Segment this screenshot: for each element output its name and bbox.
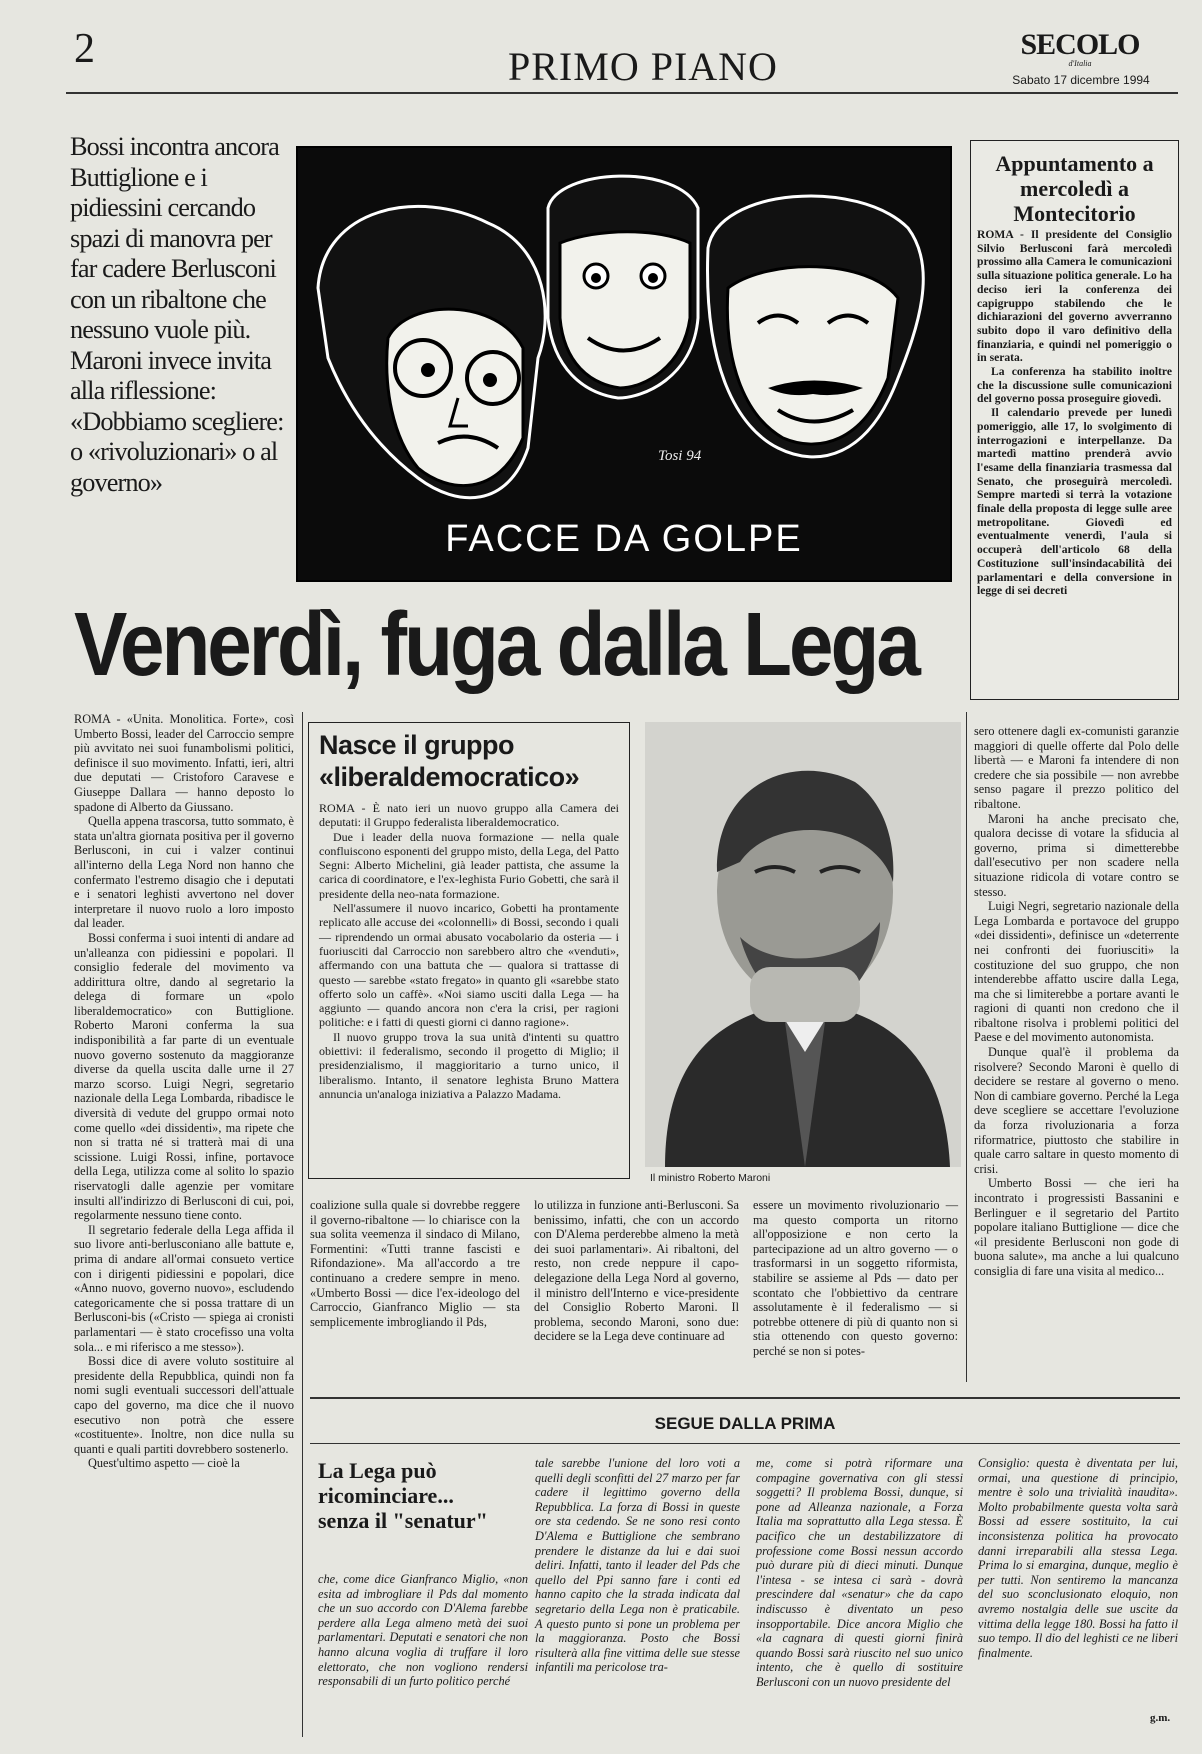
caricature-face-left (318, 206, 545, 497)
article-paragraph: Umberto Bossi — che ieri ha incontrato i progressisti Bassanini e Berlinguer e il segretario del Partito popolare italiano Buttiglione — dice che «il presidente Berlusconi non gode di buona salute», ma anche a lui qualcuno consiglia di fare una visita al medico... (974, 1176, 1179, 1278)
segue-column-2 (535, 1456, 740, 1675)
boxed-article-paragraph: Due i leader della nuova formazione — nella quale confluiscono esponenti del gruppo misto, della Lega, del Patto Segni: Alberto Michelini, già leader pattista, che assume la carica di coordinatore, e l'ex-leghista Furio Gobetti, che sarà il presidente della neo-nata formazione. (319, 829, 619, 901)
sidebar-paragraph: ROMA - Il presidente del Consiglio Silvio Berlusconi farà mercoledì prossimo alla Camera le comunicazioni sulla situazione politica generale. Lo ha deciso ieri la conferenza dei capigruppo stabilendo che le dichiarazioni del governo avverranno subito dopo il varo definitivo della finanziaria, e quindi nel pomeriggio o in serata. (977, 228, 1172, 365)
article-paragraph: Maroni ha anche precisato che, qualora decisse di votare la sfiducia al governo, prima si dimetterebbe dall'esecutivo per non scadere nella situazione ridicola di votare contro se stesso. (974, 811, 1179, 899)
article-paragraph: Bossi dice di avere voluto sostituire al presidente della Repubblica, quindi non fa nomi sugli eventuali successori dell'attuale capo del governo, ma dice che il nuovo esecutivo non potrà che essere «costituente». Inoltre, non dice nulla su quanti e quali partiti dovrebbero sostenerlo. (74, 1354, 294, 1456)
article-column-3 (534, 1198, 739, 1344)
boxed-article-paragraph: ROMA - È nato ieri un nuovo gruppo alla Camera dei deputati: il Gruppo federalista liberaldemocratico. (319, 801, 619, 830)
segue-column-3 (756, 1456, 963, 1690)
segue-banner-rule (310, 1443, 1180, 1444)
section-title: PRIMO PIANO (508, 44, 778, 89)
segue-paragraph: che, come dice Gianfranco Miglio, «non esita ad imbrogliare il Pds dal momento che un suo accordo con D'Alema farebbe perdere alla Lega almeno metà dei suoi parlamentari. Deputati e senatori che non hanno alcuna voglia di truffare il loro elettorato, che non vogliono rendersi responsabili di un furto politico perché (318, 1572, 528, 1689)
photo-maroni (645, 722, 961, 1167)
cartoon-signature: Tosi 94 (658, 448, 702, 464)
segue-column-1 (318, 1572, 528, 1689)
cartoon-frame (296, 146, 952, 582)
page-number: 2 (74, 26, 95, 72)
segue-top-rule (310, 1397, 1180, 1399)
issue-date: Sabato 17 dicembre 1994 (1012, 73, 1150, 87)
article-column-right (974, 724, 1179, 1279)
article-column-1 (74, 712, 294, 1471)
article-paragraph: Il segretario federale della Lega affida il suo livore anti-berlusconiano alle battute e, prima di andare all'ormai consueto vertice con i dirigenti pidiessini e popolari, dice «Anno nuovo, governo nuovo», escludendo categoricamente che si possa trattare di un Berlusconi-bis («Cristo — spiega ai cronisti parlamentari — è stato crocefisso una volta sola... e mi riferisco a me stesso»). (74, 1222, 294, 1354)
article-column-4 (753, 1198, 958, 1359)
caricature-face-right (708, 196, 924, 457)
segue-title-line: La Lega può (318, 1458, 437, 1483)
segue-paragraph: me, come si potrà riformare una compagine governativa con gli stessi soggetti? Il problema Bossi, dunque, si pone ad Alleanza nazionale, a Forza Italia ma soprattutto alla Lega stessa. È pacifico che un destabilizzatore di professione come Bossi nessun accordo può durare più di dieci minuti. Dunque l'intesa - se intesa ci sarà - dovrà prescindere dal «senatur» che da capo indiscusso è diventato un peso insopportabile. Dice ancora Miglio che «la cagnara di questi giorni finirà quando Bossi sarà riuscito nel suo unico intento, che è quello di sostituire Berlusconi con un nuovo presidente del (756, 1456, 963, 1689)
boxed-article (308, 722, 630, 1179)
segue-title (318, 1458, 518, 1533)
segue-paragraph: Consiglio: questa è diventata per lui, ormai, una questione di principio, mentre è solo una trivialità inaudita». Molto probabilmente questa volta sarà Bossi ad essere sostituito, la cui inconsistenza politica ha provocato danni irreparabili alla stessa Lega. Prima lo si emargina, dunque, meglio è per tutti. Non sentiremo la mancanza del suo sconclusionato eloquio, non avremo nostalgia delle sue uscite da vittima della legge 180. Bossi ha fatto il suo tempo. Il dio del leghisti ce ne liberi finalmente. (978, 1456, 1178, 1660)
caricature-face-middle (548, 176, 698, 398)
masthead-rule (66, 92, 1178, 94)
sidebar-paragraph: Il calendario prevede per lunedì pomeriggio, alle 17, lo svolgimento di interrogazioni e interpellanze. Da martedì mattino prenderà avvio l'esame della finanziaria trasmessa dal Senato, che proseguirà mercoledì. Sempre martedì si terrà la votazione finale della proposta di legge sulle aree metropolitane. Giovedì ed eventualmente venerdì, l'aula si occuperà dell'articolo 68 della Costituzione sull'insindacabilità dei parlamentari e della conversione in legge di sei decreti (977, 406, 1172, 598)
segue-paragraph: tale sarebbe l'unione del loro voti a quelli degli sconfitti del 27 marzo per far cadere il legittimo governo della Repubblica. La forza di Bossi in queste ore sta cedendo. Se ne sono resi conto D'Alema e Buttiglione che sembrano prendere le distanze da lui e dai suoi deliri. Infatti, tanto il leader del Pds che quello del Ppi sanno fare i conti ed hanno capito che la strada indicata dal segretario della Lega non è praticabile. A questo punto si pone un problema per la maggioranza. Posto che Bossi risulterà alla fine vittima delle sue stesse infantili ma pericolose tra- (535, 1456, 740, 1675)
article-paragraph: Bossi conferma i suoi intenti di andare ad un'alleanza con pidiessini e popolari. Il consiglio federale del movimento va addirittura oltre, dando al segretario la delega di formare un «polo liberaldemocratico» con Buttiglione. Roberto Maroni conferma la sua indisponibilità a far parte di un eventuale nuovo governo sostenuto da maggioranze diverse da quella uscita dalle urne il 27 marzo scorso. Luigi Negri, segretario nazionale della Lega Lombarda, ribadisce le diversità di vedute del gruppo ormai noto come quello «dei dissidenti», ma ripete che non si tratta né si tratterà mai di una scissione. Luigi Rossi, infine, portavoce della Lega, utilizza come al solito lo spazio riservatogli dalle agenzie per vomitare insulti all'indirizzo di Berlusconi di cui, poi, regolarmente nessuno tiene conto. (74, 930, 294, 1223)
article-paragraph: Luigi Negri, segretario nazionale della Lega Lombarda e portavoce del gruppo «dei dissidenti», definisce un «deterrente nei confronti dei fuoriusciti» la costituzione del suo gruppo, che non intenderebbe affatto uscire dalla Lega, ma che si limiterebbe a portare avanti le ragioni di quanti non credono che il ribaltone risolva i problemi politici del Paese e del movimento autonomista. (974, 899, 1179, 1045)
sidebar-title: Appuntamento a mercoledì a Montecitorio (995, 151, 1154, 226)
cartoon-caption: FACCE DA GOLPE (445, 518, 803, 560)
column-rule (302, 712, 303, 1737)
article-paragraph: Quest'ultimo aspetto — cioè la (88, 1456, 240, 1471)
newspaper-logo (1000, 30, 1160, 68)
article-paragraph: coalizione sulla quale si dovrebbe reggere il governo-ribaltone — lo chiarisce con la sua solita veemenza il sindaco di Milano, Formentini: «Tutti tranne fascisti e Rifondazione». Ma all'accordo a tre continuano a credere sempre in meno. «Umberto Bossi — dice l'ex-ideologo del Carroccio, Gianfranco Miglio — sta semplicemente imbrogliando il Pds, (310, 1198, 520, 1329)
segue-title-line: senza il "senatur" (318, 1508, 488, 1533)
segue-column-4 (978, 1456, 1178, 1660)
main-headline: Venerdì, fuga dalla Lega (74, 594, 918, 695)
segue-title-line: ricominciare... (318, 1483, 454, 1508)
photo-caption: Il ministro Roberto Maroni (650, 1172, 771, 1184)
article-paragraph: Dunque qual'è il problema da risolvere? Secondo Maroni è quello di decidere se restare al governo o meno. Non di cambiare governo. Perché la Lega deve scegliere se accettare l'evoluzione da forza rivoluzionaria a forza riformatrice, piuttosto che stabilire in quale carro saltare in questo momento di crisi. (974, 1045, 1179, 1176)
article-paragraph: sero ottenere dagli ex-comunisti garanzie maggiori di quelle offerte dal Polo delle libertà — e Maroni fa intendere di non credere che sia possibile — non avrebbe senso pagare il prezzo politico del ribaltone. (974, 724, 1179, 811)
caricature-illustration (298, 148, 950, 580)
sidebar-text (977, 228, 1172, 598)
article-column-2 (310, 1198, 520, 1329)
article-paragraph: lo utilizza in funzione anti-Berlusconi. Sa benissimo, infatti, che con un accordo con D'Alema perderebbe almeno la metà dei suoi parlamentari». Ai ribaltoni, del resto, non crede neppure il capo-delegazione della Lega Nord al governo, il ministro dell'Interno e vice-presidente del Consiglio Roberto Maroni. Il problema, secondo Maroni, sono due: decidere se la Lega deve continuare ad (534, 1198, 739, 1344)
boxed-article-paragraph: Il nuovo gruppo trova la sua unità d'intenti su quattro obiettivi: il federalismo, secondo il progetto di Miglio; il presidenzialismo, il maggioritario a turno unico, il liberalismo. Intanto, il senatore leghista Bruno Mattera annuncia un'analoga iniziativa a Palazzo Madama. (319, 1029, 619, 1101)
boxed-article-paragraph: Nell'assumere il nuovo incarico, Gobetti ha prontamente replicato alle accuse dei «colonnelli» di Bossi, secondo i quali — riprendendo un ormai abusato vocabolario da osteria — i fuoriusciti dal Carroccio non sarebbero altro che «venduti», affermando con una battuta che — qualora si trattasse di questo — sarebbe «stato fregato» in quanto gli «sarebbe stato offerto solo un caffè». «Noi siamo usciti dalla Lega — ha aggiunto — quando ancora non c'era la crisi, per ragioni politiche: e i fatti di questi giorni ci danno ragione». (319, 901, 619, 1030)
sidebar-paragraph: La conferenza ha stabilito inoltre che la discussione sulle comunicazioni del governo possa proseguire giovedì. (977, 365, 1172, 406)
boxed-article-title: Nasce il gruppo «liberaldemocratico» (319, 730, 580, 792)
article-paragraph: essere un movimento rivoluzionario — ma questo comporta un ritorno all'opposizione e non certo la partecipazione ad un altro governo — o trasformarsi in un soggetto riformista, stabilire se assieme al Pds — dato per scontato che l'obbiettivo da centrare assolutamente è il federalismo — si potrebbe ottenere di più di quanto non si stia ottenendo con questo governo: perché se non si potes- (753, 1198, 958, 1358)
portrait-illustration (645, 722, 961, 1167)
column-rule (966, 712, 967, 1382)
logo-subtitle: d'Italia (1068, 59, 1092, 68)
article-paragraph: Quella appena trascorsa, tutto sommato, è stata un'altra giornata positiva per il governo Berlusconi, in cui i valzer continui all'interno della Lega Nord non hanno che confermato l'estremo disagio che i deputati e i senatori leghisti avvertono nel dover interpretare il nuovo ruolo a loro imposto dal leader. (74, 814, 294, 931)
boxed-article-text (319, 801, 619, 1101)
author-signature: g.m. (1150, 1712, 1171, 1724)
sidebar-box (970, 140, 1179, 700)
logo-text: SECOLO (1020, 28, 1140, 61)
article-paragraph: ROMA - «Unita. Monolitica. Forte», così Umberto Bossi, leader del Carroccio sempre più avvitato nei suoi funambolismi politici, definisce il suo movimento. Infatti, ieri, altri due deputati — Cristoforo Caravese e Giuseppe Dallara — hanno deposto lo spadone di Alberto da Giussano. (74, 712, 294, 814)
segue-banner: SEGUE DALLA PRIMA (654, 1414, 836, 1433)
deck: Bossi incontra ancora Buttiglione e i pidiessini cercando spazi di manovra per far cadere Berlusconi con un ribaltone che nessuno vuole più. Maroni invece invita alla riflessione: «Dobbiamo scegliere: o «rivoluzionari» o al governo» (70, 132, 284, 497)
